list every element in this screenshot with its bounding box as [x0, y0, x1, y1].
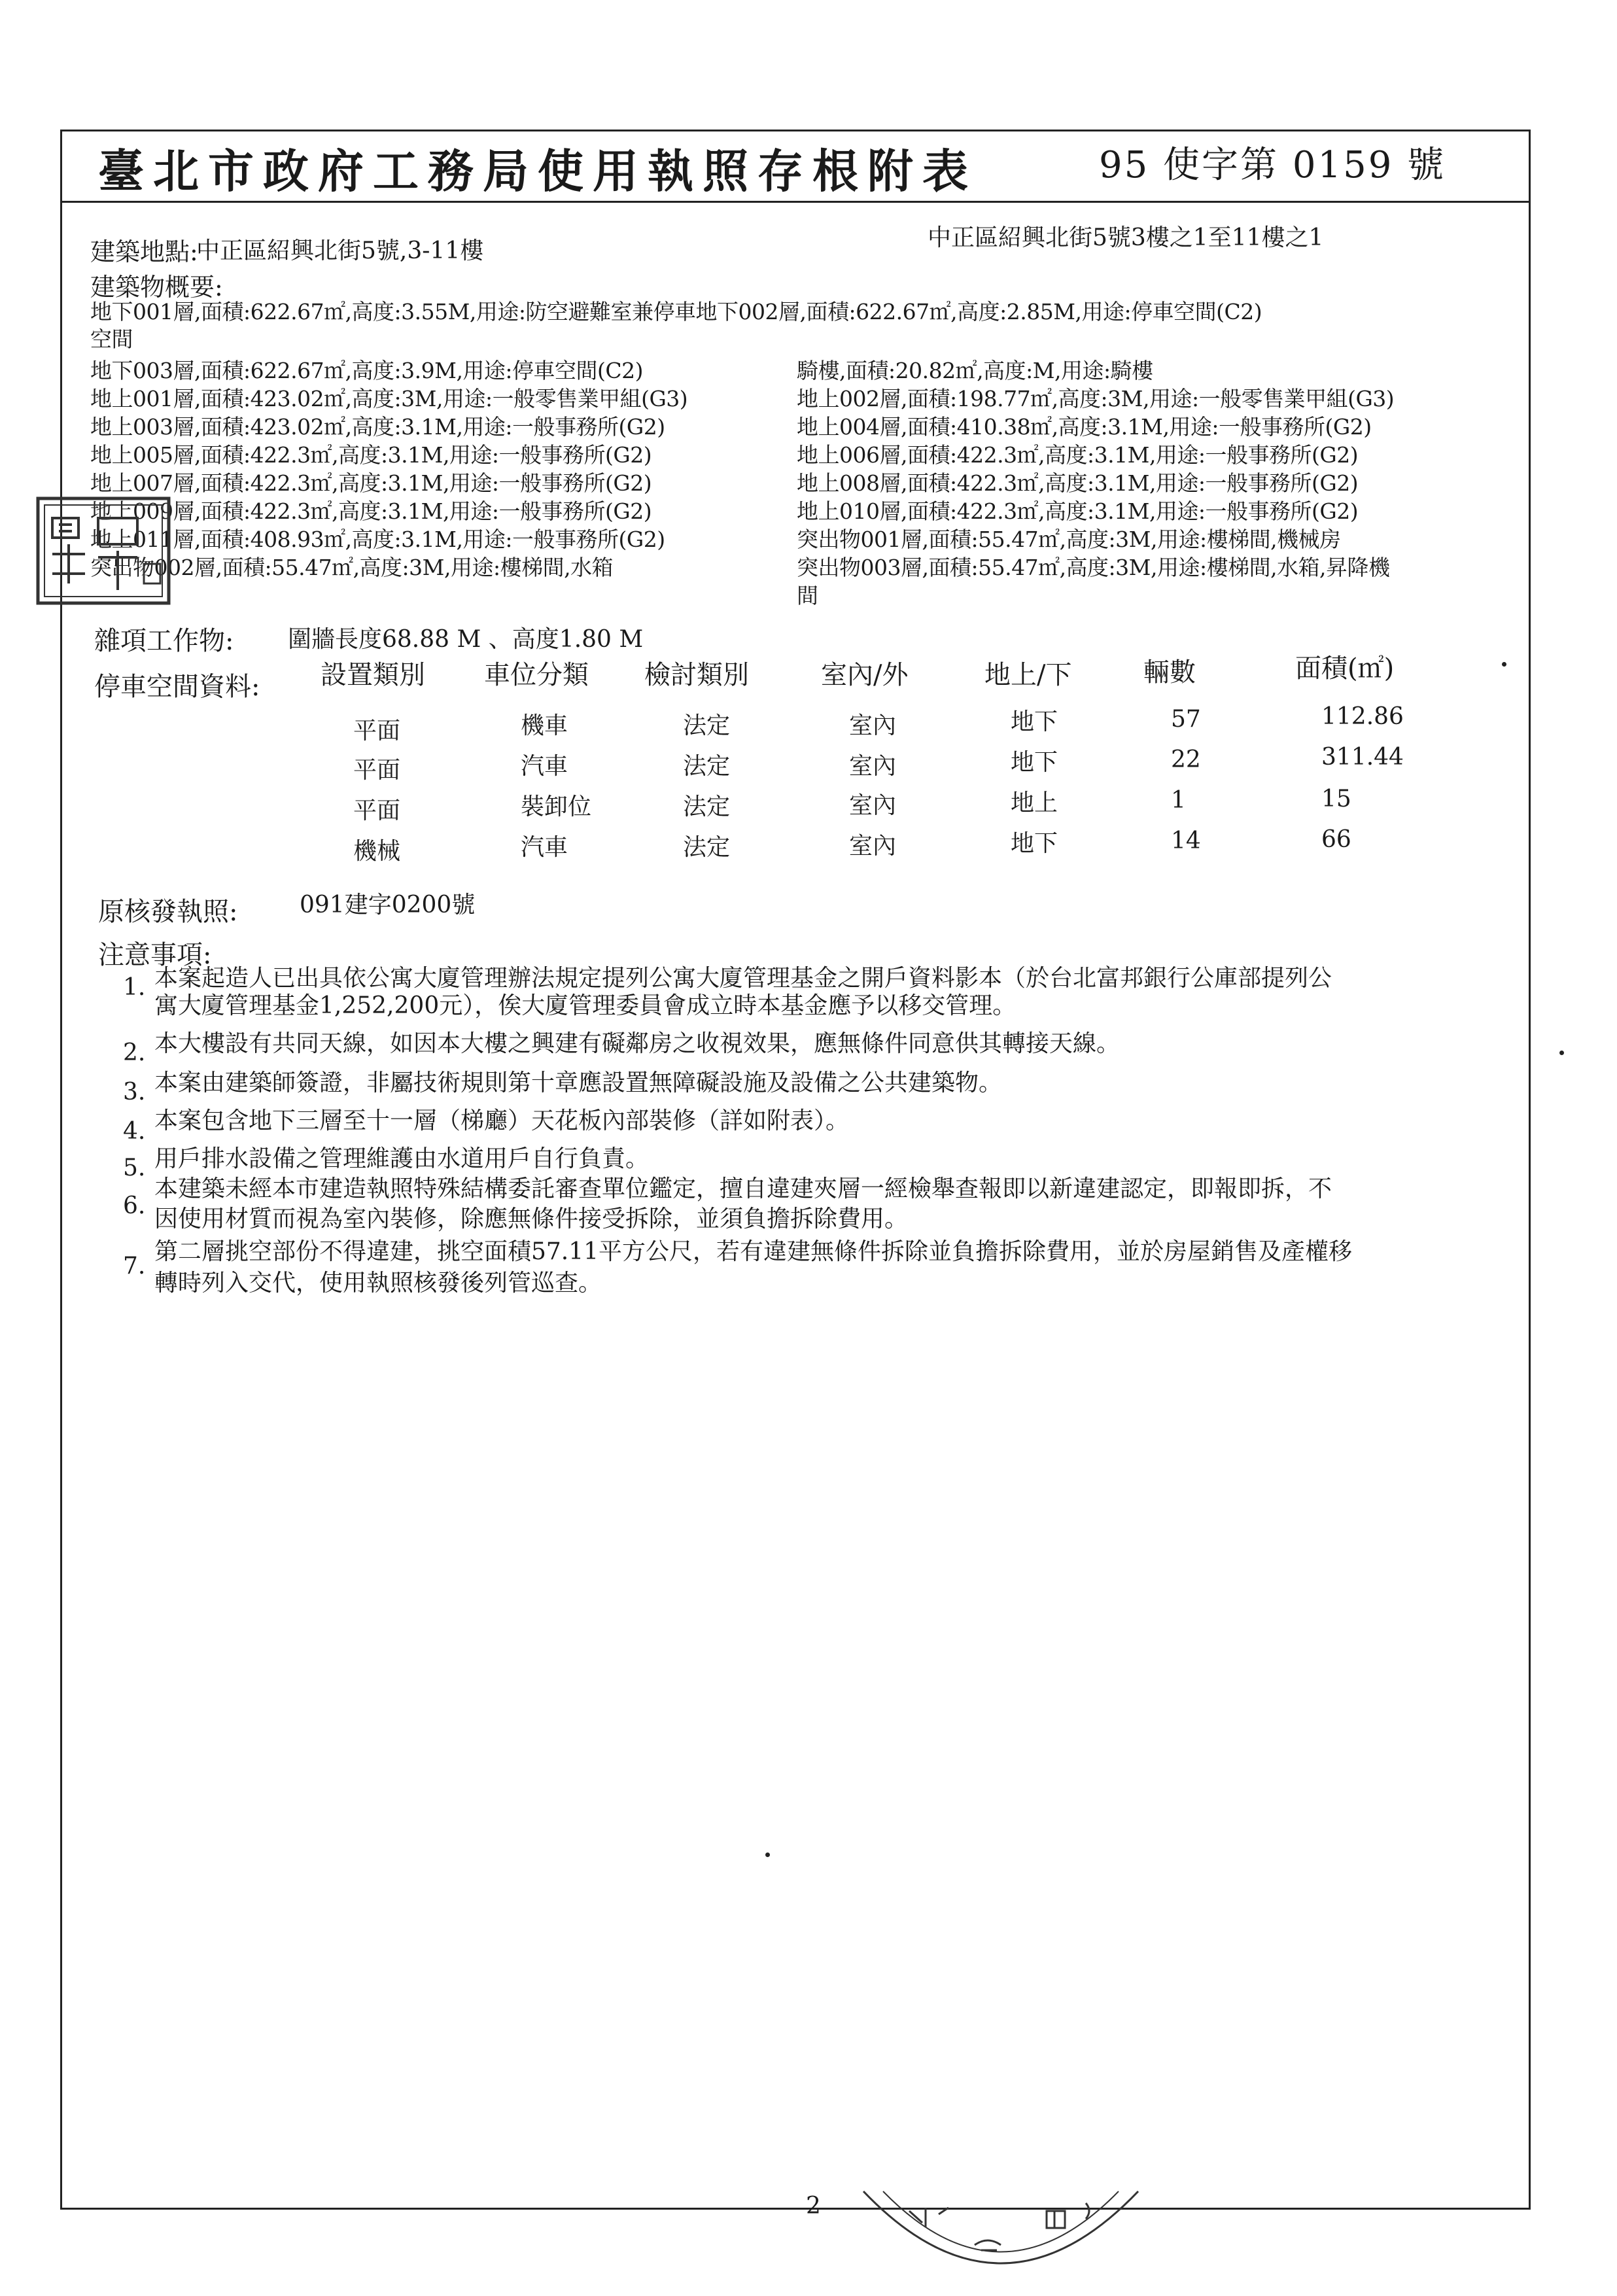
note-text: 寓大廈管理基金1,252,200元），俟大廈管理委員會成立時本基金應予以移交管理。	[154, 992, 1017, 1019]
parking-cell: 裝卸位	[521, 793, 592, 820]
site-value: 中正區紹興北街5號,3-11樓	[196, 237, 484, 264]
note-text: 本建築未經本市建造執照特殊結構委託審查單位鑑定，擅自違建夾層一經檢舉查報即以新違建認定，即報即拆，不	[154, 1175, 1332, 1202]
parking-cell: 法定	[683, 753, 731, 780]
parking-cell: 14	[1171, 827, 1201, 854]
parking-cell: 地下	[1011, 708, 1058, 735]
scan-speck	[1559, 1051, 1564, 1055]
overview-left-line: 地上011層,面積:408.93㎡,高度:3.1M,用途:一般事務所(G2)	[90, 527, 665, 552]
note-text: 用戶排水設備之管理維護由水道用戶自行負責。	[154, 1145, 650, 1172]
parking-cell: 室內	[849, 792, 897, 819]
note-number: 7.	[123, 1253, 146, 1279]
permit-number: 95 使字第 0159 號	[1099, 144, 1446, 186]
parking-cell: 室內	[849, 833, 897, 860]
overview-right-line: 突出物001層,面積:55.47㎡,高度:3M,用途:樓梯間,機械房	[797, 527, 1341, 552]
parking-cell: 機車	[521, 712, 568, 739]
overview-left-line: 突出物002層,面積:55.47㎡,高度:3M,用途:樓梯間,水箱	[90, 555, 614, 580]
note-number: 6.	[123, 1192, 146, 1219]
note-number: 4.	[123, 1118, 146, 1145]
parking-header-class: 車位分類	[484, 660, 589, 690]
parking-cell: 15	[1321, 786, 1351, 812]
overview-right-line: 地上008層,面積:422.3㎡,高度:3.1M,用途:一般事務所(G2)	[797, 470, 1359, 496]
parking-header-area: 面積(㎡)	[1295, 653, 1395, 684]
overview-left-line: 地上001層,面積:423.02㎡,高度:3M,用途:一般零售業甲組(G3)	[90, 386, 688, 411]
parking-cell: 法定	[683, 834, 731, 861]
parking-cell: 汽車	[521, 834, 568, 861]
site-label: 建築地點:	[90, 237, 198, 266]
parking-cell: 室內	[849, 753, 897, 780]
overview-left-line: 地上009層,面積:422.3㎡,高度:3.1M,用途:一般事務所(G2)	[90, 498, 652, 524]
left-seal-stamp-icon	[33, 492, 177, 610]
overview-line: 地下001層,面積:622.67㎡,高度:3.55M,用途:防空避難室兼停車地下002層,面積:622.67㎡,高度:2.85M,用途:停車空間(C2)	[90, 299, 1262, 324]
note-number: 1.	[123, 974, 146, 1001]
notes-label: 注意事項:	[98, 940, 212, 970]
parking-cell: 地下	[1011, 749, 1058, 776]
original-permit-value: 091建字0200號	[300, 892, 476, 918]
overview-right-line: 地上006層,面積:422.3㎡,高度:3.1M,用途:一般事務所(G2)	[797, 442, 1359, 468]
parking-cell: 57	[1171, 706, 1201, 733]
scan-speck	[765, 1852, 770, 1857]
overview-right-line: 地上004層,面積:410.38㎡,高度:3.1M,用途:一般事務所(G2)	[797, 414, 1372, 440]
note-number: 5.	[123, 1155, 146, 1181]
parking-cell: 66	[1321, 826, 1351, 853]
misc-works-value: 圍牆長度68.88 M 、高度1.80 M	[288, 626, 644, 653]
parking-cell: 法定	[683, 712, 731, 739]
parking-cell: 平面	[353, 797, 401, 824]
overview-right-line: 間	[797, 583, 818, 608]
bottom-round-seal-icon	[850, 2185, 1151, 2296]
overview-label: 建築物概要:	[90, 273, 223, 302]
overview-right-line: 騎樓,面積:20.82㎡,高度:M,用途:騎樓	[797, 358, 1153, 383]
parking-cell: 汽車	[521, 753, 568, 780]
note-text: 本案起造人已出具依公寓大廈管理辦法規定提列公寓大廈管理基金之開戶資料影本（於台北富邦銀行公庫部提列公	[154, 965, 1332, 992]
parking-cell: 地上	[1011, 790, 1058, 816]
note-text: 本大樓設有共同天線，如因本大樓之興建有礙鄰房之收視效果，應無條件同意供其轉接天線。	[154, 1030, 1121, 1057]
parking-cell: 1	[1171, 787, 1186, 814]
note-text: 轉時列入交代，使用執照核發後列管巡查。	[154, 1270, 602, 1296]
overview-line: 空間	[90, 326, 133, 352]
parking-cell: 室內	[849, 712, 897, 739]
overview-left-line: 地下003層,面積:622.67㎡,高度:3.9M,用途:停車空間(C2)	[90, 358, 644, 383]
parking-header-count: 輛數	[1143, 657, 1196, 687]
note-number: 2.	[123, 1039, 146, 1066]
parking-header-level: 地上/下	[984, 660, 1072, 690]
note-text: 本案由建築師簽證，非屬技術規則第十章應設置無障礙設施及設備之公共建築物。	[154, 1070, 1003, 1096]
parking-cell: 平面	[353, 718, 401, 744]
parking-header-review: 檢討類別	[644, 660, 749, 690]
parking-header-inout: 室內/外	[821, 660, 909, 690]
note-text: 第二層挑空部份不得違建，挑空面積57.11平方公尺，若有違建無條件拆除並負擔拆除費用，並於房屋銷售及產權移	[154, 1238, 1353, 1265]
parking-cell: 311.44	[1321, 744, 1404, 771]
parking-header-type: 設置類別	[321, 660, 425, 690]
overview-left-line: 地上007層,面積:422.3㎡,高度:3.1M,用途:一般事務所(G2)	[90, 470, 652, 496]
parking-label: 停車空間資料:	[94, 672, 260, 702]
parking-cell: 法定	[683, 793, 731, 820]
parking-cell: 22	[1171, 746, 1201, 773]
scan-speck	[1502, 662, 1506, 667]
overview-right-line: 地上002層,面積:198.77㎡,高度:3M,用途:一般零售業甲組(G3)	[797, 386, 1395, 411]
document-title: 臺北市政府工務局使用執照存根附表	[98, 144, 977, 198]
overview-right-line: 地上010層,面積:422.3㎡,高度:3.1M,用途:一般事務所(G2)	[797, 498, 1359, 524]
overview-right-line: 突出物003層,面積:55.47㎡,高度:3M,用途:樓梯間,水箱,昇降機	[797, 555, 1390, 580]
parking-cell: 112.86	[1321, 703, 1404, 730]
note-number: 3.	[123, 1079, 146, 1105]
original-permit-label: 原核發執照:	[98, 897, 238, 927]
overview-left-line: 地上005層,面積:422.3㎡,高度:3.1M,用途:一般事務所(G2)	[90, 442, 652, 468]
parking-cell: 地下	[1011, 830, 1058, 857]
parking-cell: 平面	[353, 757, 401, 784]
note-text: 本案包含地下三層至十一層（梯廳）天花板內部裝修（詳如附表）。	[154, 1107, 850, 1134]
note-text: 因使用材質而視為室內裝修，除應無條件接受拆除，並須負擔拆除費用。	[154, 1206, 909, 1232]
overview-left-line: 地上003層,面積:423.02㎡,高度:3.1M,用途:一般事務所(G2)	[90, 414, 665, 440]
parking-cell: 機械	[353, 838, 401, 865]
page-number: 2	[806, 2193, 821, 2219]
site-secondary: 中正區紹興北街5號3樓之1至11樓之1	[928, 224, 1324, 251]
misc-works-label: 雜項工作物:	[94, 626, 234, 656]
